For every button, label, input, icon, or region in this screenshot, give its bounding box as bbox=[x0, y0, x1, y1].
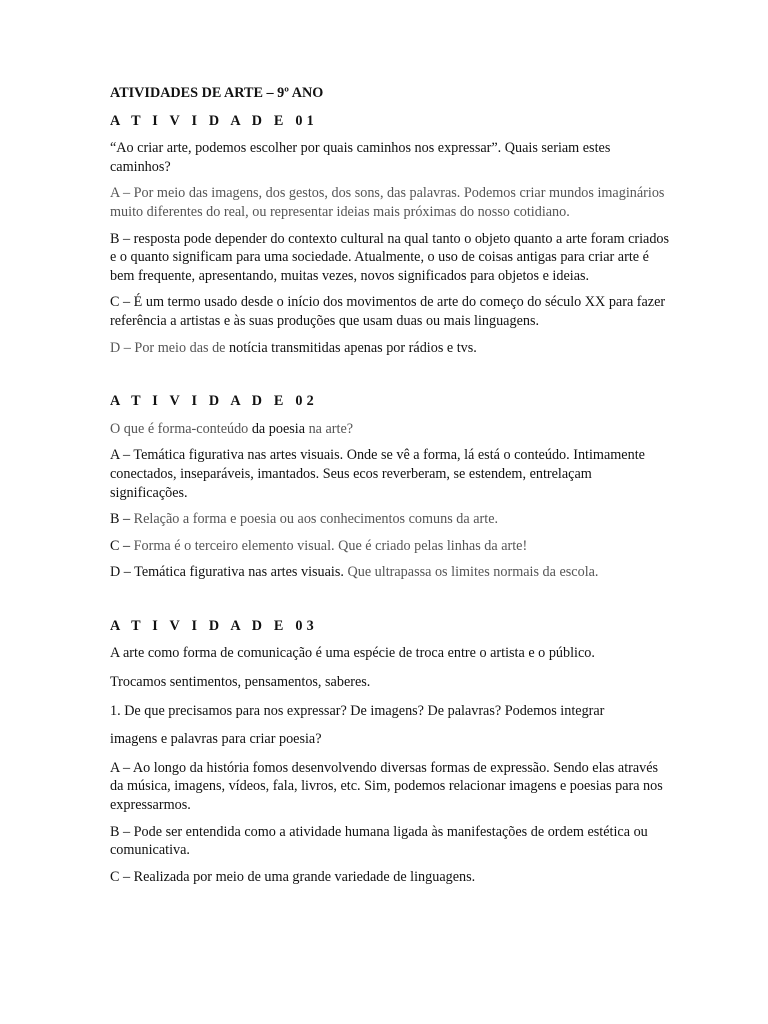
question-part-1: O que é forma-conteúdo bbox=[110, 420, 252, 437]
option-d-text: Que ultrapassa os limites normais da escola. bbox=[347, 564, 599, 581]
activity-03-intro-2: Trocamos sentimentos, pensamentos, saberes. bbox=[110, 674, 371, 691]
activity-02-question bbox=[110, 420, 670, 439]
document-title: ATIVIDADES DE ARTE – 9º ANO bbox=[110, 85, 324, 101]
section-spacer bbox=[110, 590, 670, 617]
option-d-prefix: D – Por meio das de bbox=[110, 339, 230, 356]
option-text: A – Por meio das imagens, dos gestos, dos sons, das palavras. Podemos criar mundos imaginários muito diferentes do real, ou representar ideias mais próximas do nosso cotidiano. bbox=[110, 185, 665, 220]
question-part-2: da poesia bbox=[251, 420, 306, 437]
activity-01-option-c: C – É um termo usado desde o início dos movimentos de arte do começo do século XX para fazer referência a artistas e às suas produções que usam duas ou mais linguagens. bbox=[110, 294, 666, 329]
question-part-3: na arte? bbox=[305, 420, 354, 437]
activity-02-option-a: A – Temática figurativa nas artes visuais. Onde se vê a forma, lá está o conteúdo. Intimamente conectados, inseparáveis, imantados. Seus ecos reverberam, se estendem, entrelaçam significações. bbox=[110, 447, 645, 501]
activity-02-option-c bbox=[110, 537, 670, 556]
activity-01-option-d bbox=[110, 339, 670, 358]
activity-03-intro-1: A arte como forma de comunicação é uma espécie de troca entre o artista e o público. bbox=[110, 645, 595, 662]
option-b-prefix: B – bbox=[110, 511, 134, 528]
option-b-text: Relação a forma e poesia ou aos conhecimentos comuns da arte. bbox=[133, 511, 499, 528]
activity-01-heading: A T I V I D A D E 01 bbox=[110, 112, 318, 129]
activity-03-option-a: A – Ao longo da história fomos desenvolvendo diversas formas de expressão. Sendo elas através da música, imagens, vídeos, fala, livros, etc. Sim, podemos relacionar imagens e poesias para nos expressarmos. bbox=[110, 759, 663, 814]
option-d-rest: notícia transmitidas apenas por rádios e tvs. bbox=[229, 339, 477, 356]
activity-03-option-c: C – Realizada por meio de uma grande variedade de linguagens. bbox=[110, 868, 476, 885]
activity-02-option-b bbox=[110, 510, 670, 529]
activity-03-question-line-1: 1. De que precisamos para nos expressar? De imagens? De palavras? Podemos integrar bbox=[110, 702, 605, 719]
document-content bbox=[110, 84, 670, 894]
option-d-prefix: D – Temática figurativa nas artes visuais. bbox=[110, 564, 348, 581]
activity-02-option-d bbox=[110, 563, 670, 582]
activity-02-heading: A T I V I D A D E 02 bbox=[110, 393, 318, 410]
activity-01-option-a bbox=[110, 184, 670, 221]
activity-03-option-b: B – Pode ser entendida como a atividade humana ligada às manifestações de ordem estética ou comunicativa. bbox=[110, 823, 648, 859]
section-spacer bbox=[110, 365, 670, 392]
activity-01-question: “Ao criar arte, podemos escolher por quais caminhos nos expressar”. Quais seriam estes caminhos? bbox=[110, 140, 611, 175]
option-c-text: Forma é o terceiro elemento visual. Que é criado pelas linhas da arte! bbox=[133, 537, 528, 554]
activity-03-question-line-2: imagens e palavras para criar poesia? bbox=[110, 731, 322, 748]
option-c-prefix: C – bbox=[110, 537, 134, 554]
activity-01-option-b: B – resposta pode depender do contexto cultural na qual tanto o objeto quanto a arte foram criados e o quanto significam para uma sociedade. Atualmente, o uso de coisas antigas para criar arte é bem frequente, apresentando, muitas vezes, novos significados para objetos e ideias. bbox=[110, 230, 670, 284]
activity-03-heading: A T I V I D A D E 03 bbox=[110, 617, 318, 634]
